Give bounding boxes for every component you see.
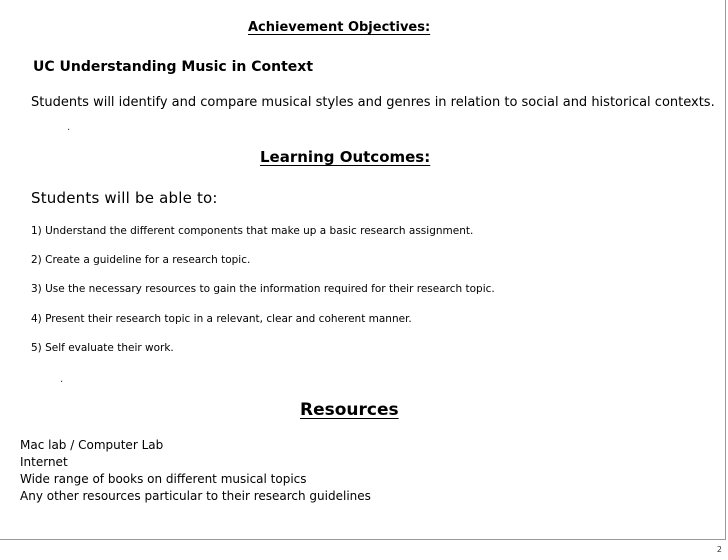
outcomes-list [31,224,495,370]
outcomes-marker: . [60,374,64,385]
achievement-description: Students will identify and compare musical styles and genres in relation to social and historical contexts. [31,95,715,110]
outcome-item: 1) Understand the different components that make up a basic research assignment. [31,225,474,237]
achievement-marker: . [67,122,71,133]
resource-item: Mac lab / Computer Lab [20,438,164,452]
resource-item: Any other resources particular to their research guidelines [20,489,371,503]
resource-item: Internet [20,455,68,469]
page-number: 2 [716,545,722,554]
outcome-item: 4) Present their research topic in a relevant, clear and coherent manner. [31,312,412,325]
resources-list [20,437,371,505]
outcome-item: 3) Use the necessary resources to gain the information required for their research topic. [31,283,495,296]
outcomes-intro: Students will be able to: [31,189,218,207]
outcome-item: 2) Create a guideline for a research topic. [31,254,251,267]
resources-heading: Resources [300,400,399,420]
outcome-item: 5) Self evaluate their work. [31,341,174,354]
achievement-objectives-heading: Achievement Objectives: [248,20,431,35]
learning-outcomes-heading: Learning Outcomes: [260,148,431,166]
strand-title: UC Understanding Music in Context [33,59,314,75]
resource-item: Wide range of books on different musical topics [20,472,307,486]
